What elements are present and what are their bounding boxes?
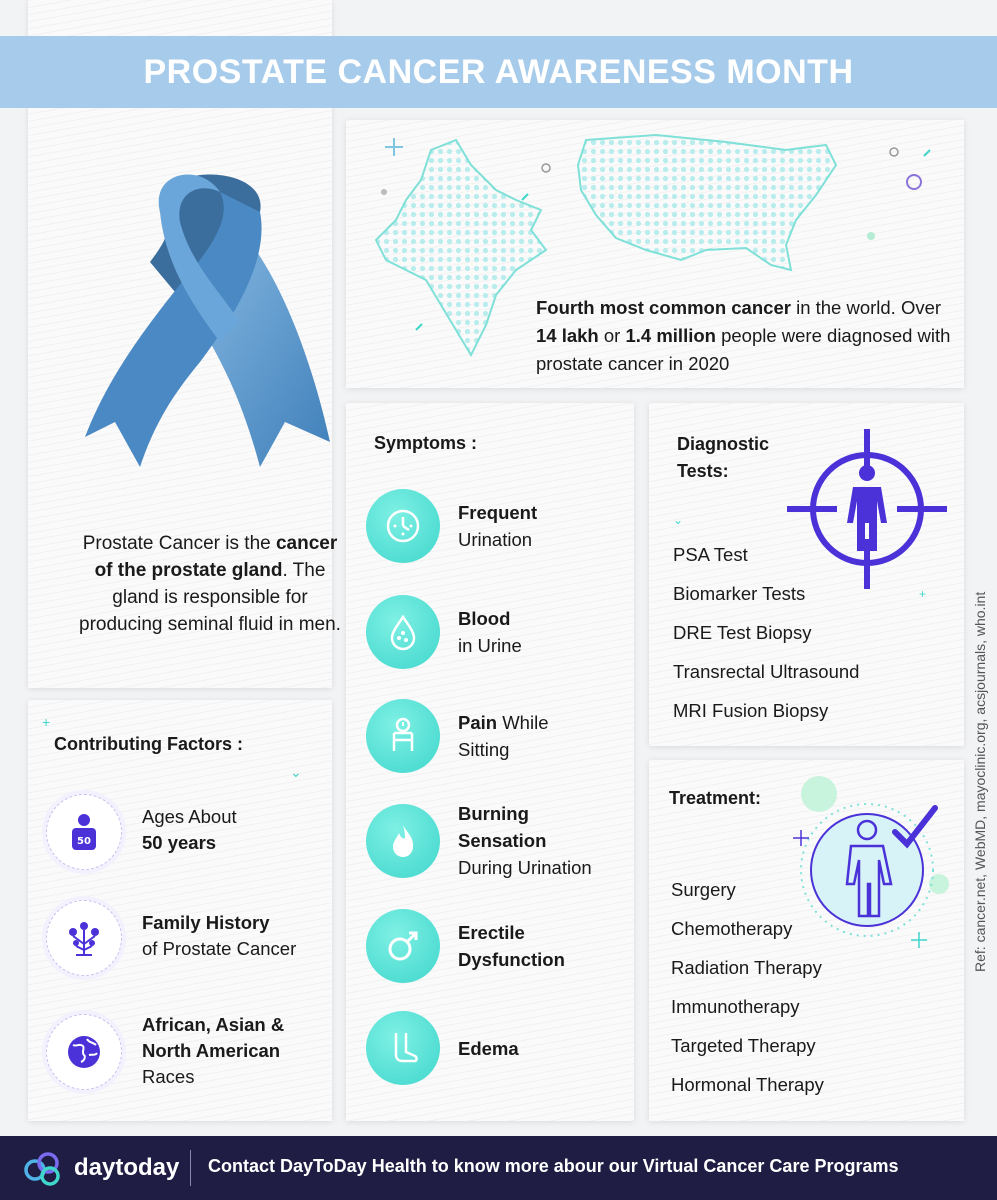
diagnostic-title-line1: Diagnostic: [677, 434, 770, 454]
symptom-rest: Urination: [458, 529, 533, 550]
stat-text-1: in the world. Over: [790, 297, 942, 318]
title-banner: [0, 36, 997, 108]
treatment-item: Immunotherapy: [671, 996, 800, 1017]
droplet-icon: [366, 595, 440, 669]
contributing-factors-card: [28, 700, 332, 1121]
male-symbol-icon: [366, 909, 440, 983]
stat-text-2: or: [598, 325, 626, 346]
symptom-rest: Sitting: [458, 739, 510, 760]
globe-icon: [46, 1014, 122, 1090]
symptom-item: [366, 909, 628, 983]
symptom-bold: Erectile Dysfunction: [458, 922, 565, 970]
diagnostic-item: Transrectal Ultrasound: [673, 661, 860, 682]
factor-pre: Ages About: [142, 806, 237, 827]
symptom-item: [366, 699, 628, 773]
intro-part2: . The gland is responsible for producing seminal fluid in men.: [79, 560, 341, 635]
diagnostic-card: [649, 403, 964, 746]
stat-bold-2: 14 lakh: [536, 325, 599, 346]
symptom-item: [366, 595, 628, 669]
statistics-text: [536, 294, 956, 378]
intro-text: [76, 530, 344, 638]
factor-post: of Prostate Cancer: [142, 938, 297, 959]
factor-bold: Family History: [142, 912, 270, 933]
age-badge-label: 50: [77, 836, 91, 847]
treatment-item: Surgery: [671, 879, 736, 900]
plus-icon: +: [42, 714, 51, 730]
chevron-icon: ⌄: [290, 764, 302, 780]
treatment-item: Radiation Therapy: [671, 957, 822, 978]
symptoms-card: [346, 403, 634, 1121]
foot-icon: [366, 1011, 440, 1085]
reference-note: Ref: cancer.net, WebMD, mayoclinic.org, acsjournals, who.int: [972, 591, 988, 972]
factor-bold: 50 years: [142, 832, 217, 853]
clock-icon: [366, 489, 440, 563]
factor-item: [46, 794, 326, 874]
treatment-card: [649, 760, 964, 1121]
daytoday-logo-icon: [22, 1150, 64, 1188]
factor-bold: African, Asian & North American: [142, 1014, 285, 1061]
treatment-item: Chemotherapy: [671, 918, 793, 939]
treatment-title: Treatment:: [669, 788, 762, 808]
chair-icon: [366, 699, 440, 773]
treatment-item: Hormonal Therapy: [671, 1074, 824, 1095]
statistics-card: [346, 120, 964, 388]
factor-item: [46, 1014, 326, 1104]
symptom-item: [366, 489, 628, 563]
awareness-ribbon-icon: [80, 152, 340, 472]
target-person-icon: [783, 425, 951, 593]
stat-bold-1: Fourth most common cancer: [536, 297, 791, 318]
diagnostic-title-line2: Tests:: [677, 461, 729, 481]
footer-bar: [0, 1136, 997, 1200]
intro-bold: cancer of the prostate gland: [94, 533, 338, 581]
stat-text-3: people were diagnosed with prostate cancer in 2020: [536, 325, 951, 374]
page-title: PROSTATE CANCER AWARENESS MONTH: [143, 52, 854, 91]
diagnostic-item: Biomarker Tests: [673, 583, 806, 604]
symptom-bold: Frequent: [458, 502, 538, 523]
symptom-bold: Pain: [458, 712, 498, 733]
symptom-item: [366, 1011, 628, 1085]
stat-bold-3: 1.4 million: [625, 325, 716, 346]
factor-item: [46, 900, 326, 980]
symptom-rest: During Urination: [458, 857, 592, 878]
diagnostic-item: PSA Test: [673, 544, 748, 565]
family-tree-icon: [46, 900, 122, 976]
symptom-rest: in Urine: [458, 635, 522, 656]
brand-name: daytoday: [74, 1154, 180, 1181]
symptom-bold: Burning Sensation: [458, 803, 547, 851]
age-badge-icon: [46, 794, 122, 870]
chevron-icon: ⌄: [673, 513, 684, 527]
footer-divider: [190, 1150, 191, 1186]
diagnostic-title: [677, 431, 769, 485]
factor-post: Races: [142, 1066, 195, 1087]
flame-icon: [366, 804, 440, 878]
diagnostic-item: DRE Test Biopsy: [673, 622, 812, 643]
treatment-item: Targeted Therapy: [671, 1035, 816, 1056]
symptom-bold: Blood: [458, 608, 511, 629]
healthy-person-icon: [785, 772, 955, 962]
factors-title: Contributing Factors :: [54, 734, 243, 754]
symptom-bold: Edema: [458, 1038, 519, 1059]
diagnostic-item: MRI Fusion Biopsy: [673, 700, 829, 721]
symptom-item: [366, 804, 628, 878]
footer-cta: Contact DayToDay Health to know more abour our Virtual Cancer Care Programs: [208, 1156, 899, 1176]
intro-part1: Prostate Cancer is the: [82, 533, 276, 554]
symptoms-title: Symptoms :: [374, 433, 478, 453]
plus-icon: +: [919, 587, 927, 601]
symptom-inline: While: [497, 712, 549, 733]
